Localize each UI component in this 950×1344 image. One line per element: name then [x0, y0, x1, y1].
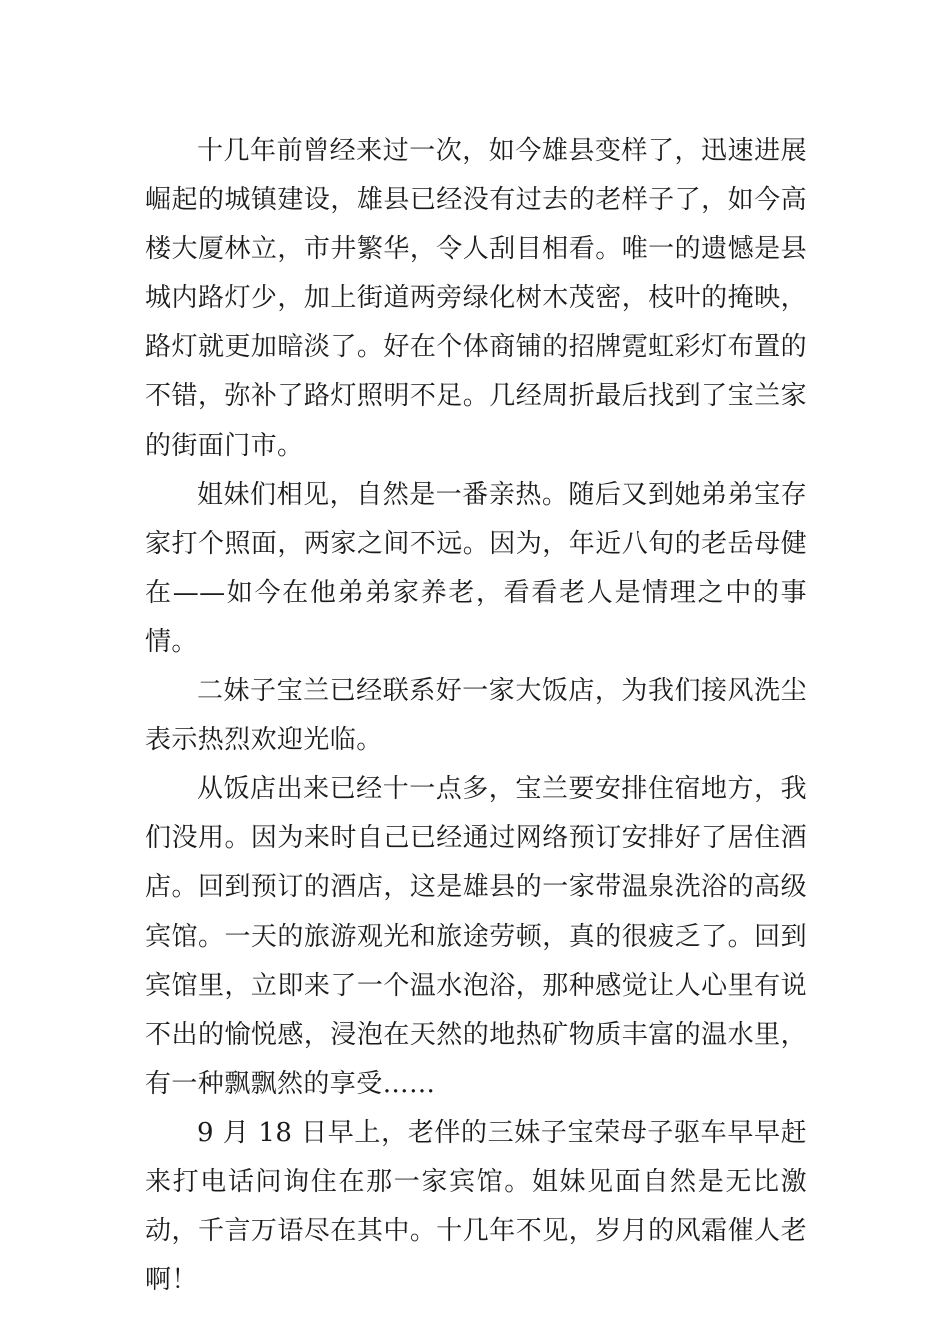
paragraph: 从饭店出来已经十一点多，宝兰要安排住宿地方，我们没用。因为来时自己已经通过网络预订安排好了居住酒店。回到预订的酒店，这是雄县的一家带温泉洗浴的高级宾馆。一天的旅游观光和旅途劳顿，真的很疲乏了。回到宾馆里，立即来了一个温水泡浴，那种感觉让人心里有说不出的愉悦感，浸泡在天然的地热矿物质丰富的温水里，有一种飘飘然的享受…… — [145, 774, 807, 1099]
document-body — [145, 127, 807, 1305]
paragraph: 姐妹们相见，自然是一番亲热。随后又到她弟弟宝存家打个照面，两家之间不远。因为，年近八旬的老岳母健在——如今在他弟弟家养老，看看老人是情理之中的事情。 — [145, 479, 807, 657]
paragraph: 9 月 18 日早上，老伴的三妹子宝荣母子驱车早早赶来打电话问询住在那一家宾馆。姐妹见面自然是无比激动，千言万语尽在其中。十几年不见，岁月的风霜催人老啊！ — [145, 1117, 807, 1296]
paragraph: 二妹子宝兰已经联系好一家大饭店，为我们接风洗尘表示热烈欢迎光临。 — [145, 676, 807, 756]
paragraph: 十几年前曾经来过一次，如今雄县变样了，迅速进展崛起的城镇建设，雄县已经没有过去的老样子了，如今高楼大厦林立，市井繁华，令人刮目相看。唯一的遗憾是县城内路灯少，加上街道两旁绿化树木茂密，枝叶的掩映，路灯就更加暗淡了。好在个体商铺的招牌霓虹彩灯布置的不错，弥补了路灯照明不足。几经周折最后找到了宝兰家的街面门市。 — [145, 136, 807, 461]
